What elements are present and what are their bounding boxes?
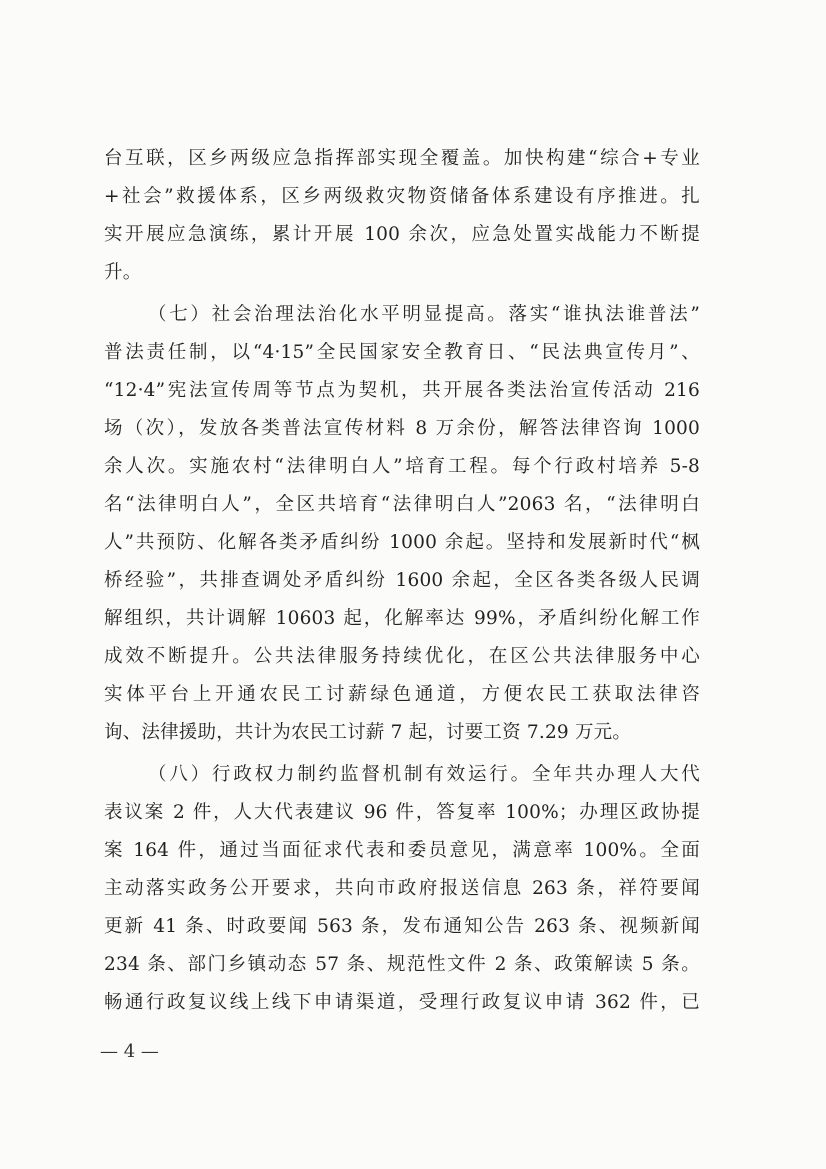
text-line: 解组织，共计调解 10603 起，化解率达 99%，矛盾纠纷化解工作 <box>104 608 700 629</box>
text-line: 畅通行政复议线上线下申请渠道，受理行政复议申请 362 件，已 <box>104 992 700 1013</box>
text-line: 实体平台上开通农民工讨薪绿色通道，方便农民工获取法律咨 <box>104 684 700 705</box>
paragraph-social-governance <box>104 296 700 752</box>
page-number: — 4 — <box>100 1041 159 1062</box>
text-line: （七）社会治理法治化水平明显提高。落实“谁执法谁普法” <box>148 304 700 325</box>
paragraph-emergency-response <box>104 140 700 292</box>
text-line: 余人次。实施农村“法律明白人”培育工程。每个行政村培养 5-8 <box>104 456 700 477</box>
text-line: 实开展应急演练，累计开展 100 余次，应急处置实战能力不断提 <box>104 224 700 245</box>
text-line: 场（次），发放各类普法宣传材料 8 万余份，解答法律咨询 1000 <box>104 418 700 439</box>
text-line: 询、法律援助，共计为农民工讨薪 7 起，讨要工资 7.29 万元。 <box>104 722 632 743</box>
text-line: 人”共预防、化解各类矛盾纠纷 1000 余起。坚持和发展新时代“枫 <box>104 532 700 553</box>
text-line: 234 条、部门乡镇动态 57 条、规范性文件 2 条、政策解读 5 条。 <box>104 954 700 975</box>
text-line: 主动落实政务公开要求，共向市政府报送信息 263 条，祥符要闻 <box>104 878 700 899</box>
paragraph-administrative-oversight <box>104 756 700 1022</box>
text-line: 名“法律明白人”，全区共培育“法律明白人”2063 名，“法律明白 <box>104 494 700 515</box>
text-line: 案 164 件，通过当面征求代表和委员意见，满意率 100%。全面 <box>104 840 700 861</box>
text-line: 台互联，区乡两级应急指挥部实现全覆盖。加快构建“综合+专业 <box>104 148 700 169</box>
text-line: 表议案 2 件，人大代表建议 96 件，答复率 100%；办理区政协提 <box>104 802 700 823</box>
text-line: 桥经验”，共排查调处矛盾纠纷 1600 余起，全区各类各级人民调 <box>104 570 700 591</box>
text-line: 普法责任制，以“4·15”全民国家安全教育日、“民法典宣传月”、 <box>104 342 700 363</box>
text-line: （八）行政权力制约监督机制有效运行。全年共办理人大代 <box>148 764 700 785</box>
text-line: “12·4”宪法宣传周等节点为契机，共开展各类法治宣传活动 216 <box>104 380 700 401</box>
text-line: +社会”救援体系，区乡两级救灾物资储备体系建设有序推进。扎 <box>104 186 700 207</box>
text-line: 成效不断提升。公共法律服务持续优化，在区公共法律服务中心 <box>104 646 700 667</box>
text-line: 升。 <box>104 262 142 283</box>
document-body <box>104 140 700 1022</box>
text-line: 更新 41 条、时政要闻 563 条，发布通知公告 263 条、视频新闻 <box>104 916 700 937</box>
